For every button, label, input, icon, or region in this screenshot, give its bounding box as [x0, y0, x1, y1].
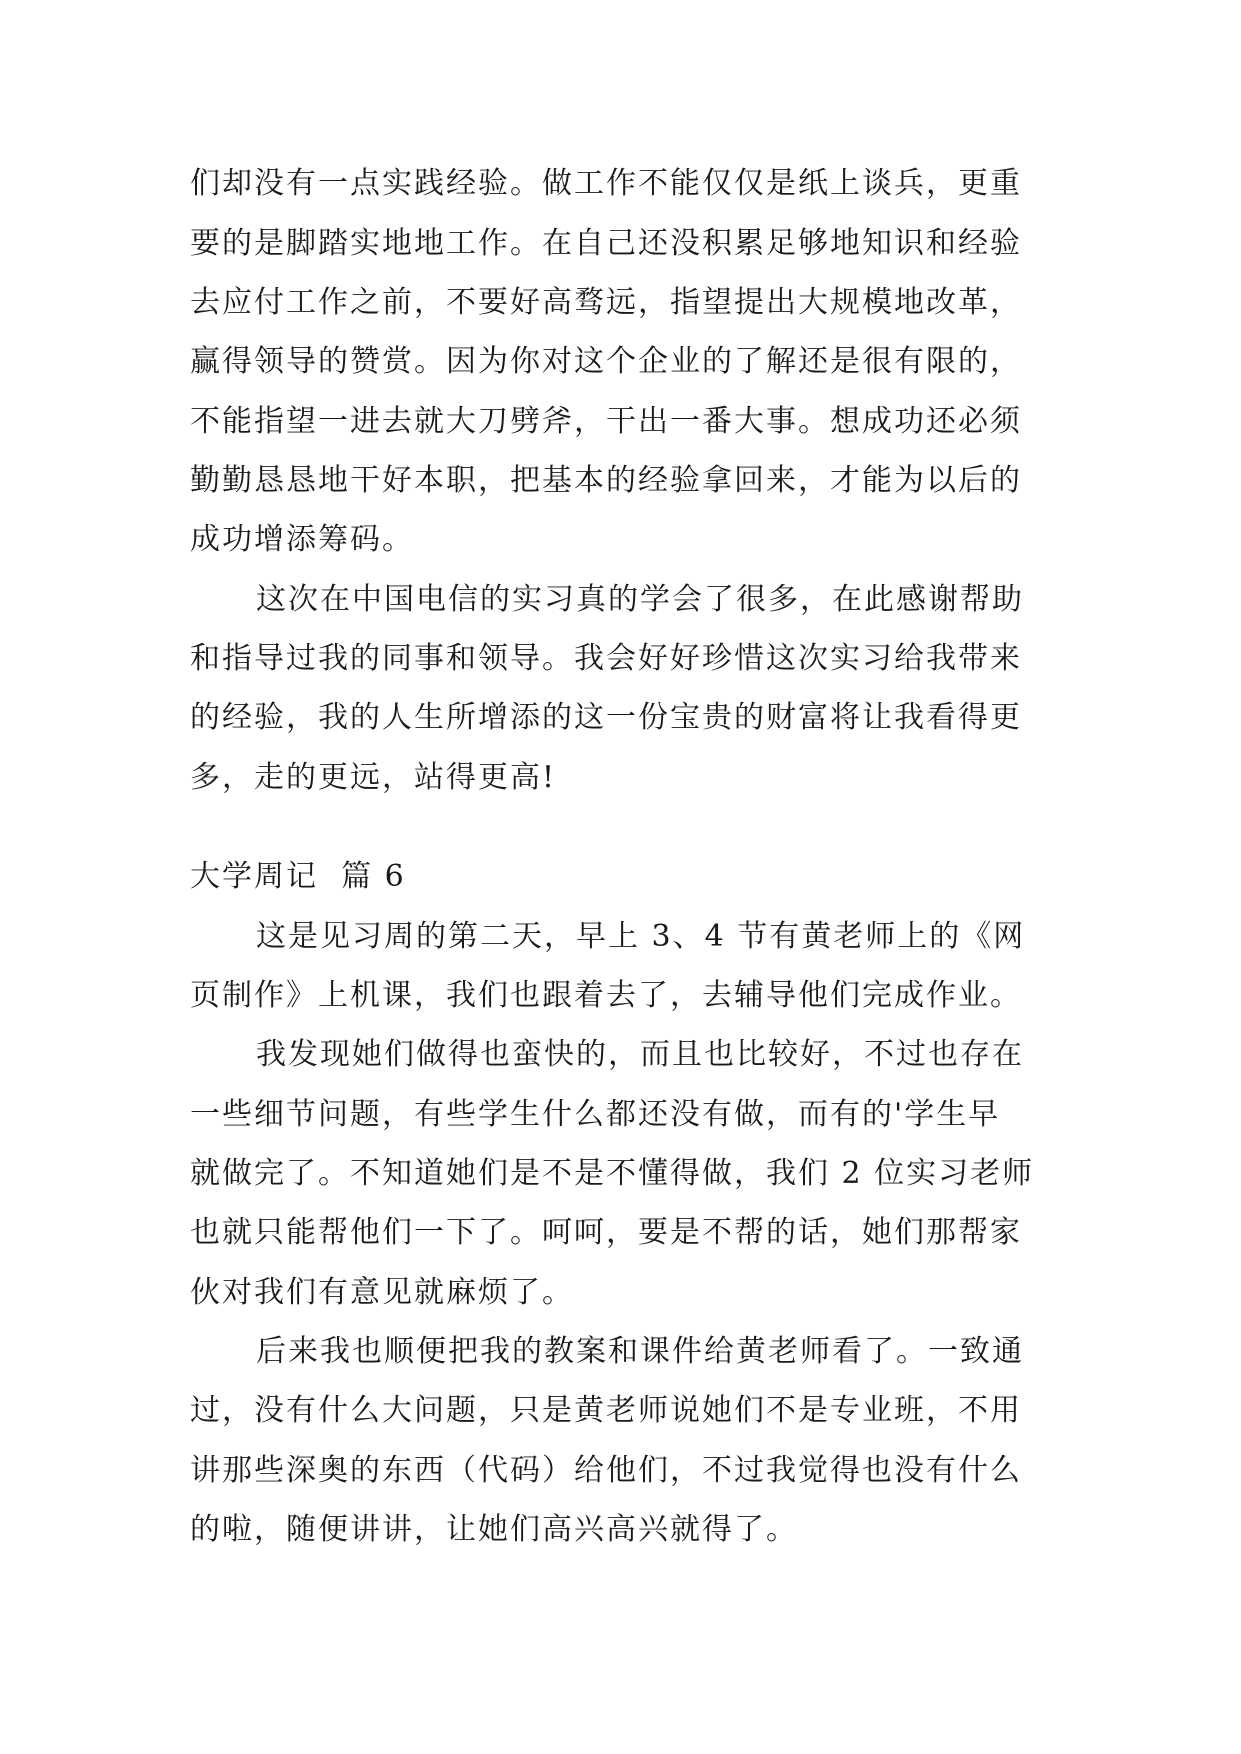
paragraph-4-line-1: 我发现她们做得也蛮快的，而且也比较好，不过也存在 — [256, 1037, 1024, 1072]
paragraph-4-line-3: 就做完了。不知道她们是不是不懂得做，我们 2 位实习老师 — [190, 1156, 1035, 1191]
paragraph-5-line-3: 讲那些深奥的东西（代码）给他们，不过我觉得也没有什么 — [190, 1453, 1022, 1488]
paragraph-1-line-3: 去应付工作之前，不要好高骛远，指望提出大规模地改革， — [190, 285, 1022, 320]
paragraph-5-line-4: 的啦，随便讲讲，让她们高兴高兴就得了。 — [190, 1512, 798, 1547]
paragraph-5-line-2: 过，没有什么大问题，只是黄老师说她们不是专业班，不用 — [190, 1393, 1022, 1428]
paragraph-1-line-1: 们却没有一点实践经验。做工作不能仅仅是纸上谈兵，更重 — [190, 166, 1022, 201]
paragraph-1-line-7: 成功增添筹码。 — [190, 522, 414, 557]
paragraph-2-line-2: 和指导过我的同事和领导。我会好好珍惜这次实习给我带来 — [190, 641, 1022, 676]
paragraph-2-line-4: 多，走的更远，站得更高! — [190, 760, 557, 795]
paragraph-3-line-1: 这是见习周的第二天，早上 3、4 节有黄老师上的《网 — [256, 919, 1026, 954]
paragraph-2-line-1: 这次在中国电信的实习真的学会了很多，在此感谢帮助 — [256, 582, 1024, 617]
paragraph-1-line-4: 赢得领导的赞赏。因为你对这个企业的了解还是很有限的， — [190, 344, 1022, 379]
section-title: 大学周记 篇 6 — [190, 859, 406, 894]
paragraph-4-line-4: 也就只能帮他们一下了。呵呵，要是不帮的话，她们那帮家 — [190, 1215, 1022, 1250]
paragraph-1-line-2: 要的是脚踏实地地工作。在自己还没积累足够地知识和经验 — [190, 226, 1022, 261]
paragraph-4-line-2: 一些细节问题，有些学生什么都还没有做，而有的'学生早 — [190, 1097, 1001, 1132]
paragraph-4-line-5: 伙对我们有意见就麻烦了。 — [190, 1275, 574, 1310]
paragraph-1-line-6: 勤勤恳恳地干好本职，把基本的经验拿回来，才能为以后的 — [190, 463, 1022, 498]
paragraph-5-line-1: 后来我也顺便把我的教案和课件给黄老师看了。一致通 — [256, 1334, 1024, 1369]
paragraph-1-line-5: 不能指望一进去就大刀劈斧，干出一番大事。想成功还必须 — [190, 404, 1022, 439]
paragraph-2-line-3: 的经验，我的人生所增添的这一份宝贵的财富将让我看得更 — [190, 700, 1022, 735]
paragraph-3-line-2: 页制作》上机课，我们也跟着去了，去辅导他们完成作业。 — [190, 978, 1022, 1013]
